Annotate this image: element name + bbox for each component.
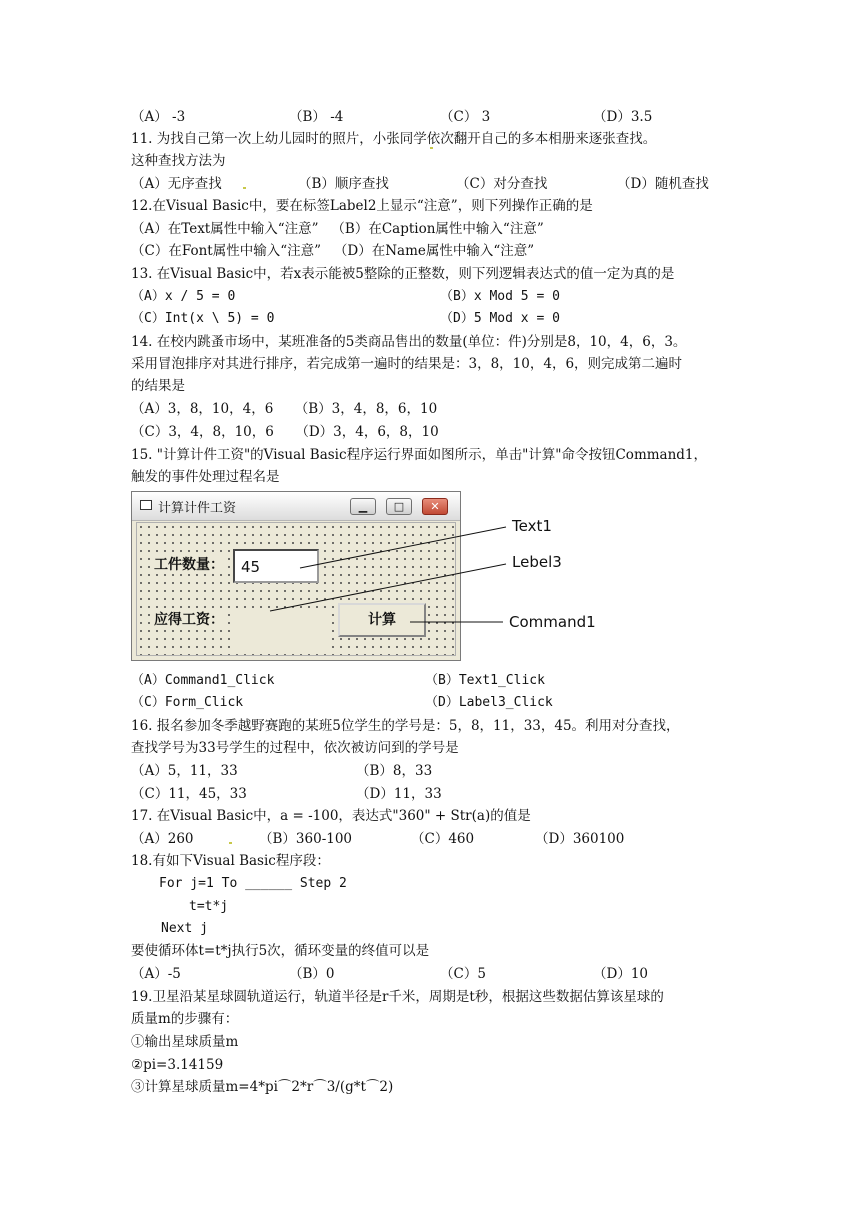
q16-stem-cont: 查找学号为33号学生的过程中，依次被访问到的学号是	[131, 740, 459, 756]
q14-options-cd: （C）3，4，8，10，6 （D）3，4，6，8，10	[131, 424, 439, 440]
q10-option-b: （B） -4	[289, 109, 344, 125]
command1-button[interactable]: 计算	[338, 603, 426, 637]
q11-option-a: （A）无序查找	[131, 176, 222, 192]
q13-option-c: （C）Int(x \ 5) = 0	[131, 311, 275, 326]
q11-stem: 11. 为找自己第一次上幼儿园时的照片，小张同学依次翻开自己的多本相册来逐张查找。	[131, 131, 657, 147]
q15-option-a: （A）Command1_Click	[131, 673, 275, 688]
q18-option-a: （A）-5	[131, 966, 181, 982]
q16-stem: 16. 报名参加冬季越野赛跑的某班5位学生的学号是：5，8，11，33，45。利用对分查找，	[131, 718, 680, 734]
q19-stem-cont: 质量m的步骤有：	[131, 1011, 239, 1027]
q18-option-c: （C）5	[440, 966, 486, 982]
q10-option-d: （D）3.5	[593, 109, 653, 125]
q15-option-d: （D）Label3_Click	[425, 695, 553, 710]
q10-option-a: （A） -3	[131, 109, 186, 125]
q14-stem-cont: 采用冒泡排序对其进行排序，若完成第一遍时的结果是：3，8，10，4，6，则完成第二遍时	[131, 356, 683, 372]
close-icon[interactable]: ✕	[422, 498, 448, 515]
callout-command1: Command1	[509, 613, 596, 631]
q14-options-ab: （A）3，8，10，4，6 （B）3，4，8，6，10	[131, 401, 438, 417]
q14-stem-cont: 的结果是	[131, 378, 185, 394]
q13-option-d: （D）5 Mod x = 0	[440, 311, 560, 326]
q15-stem: 15. "计算计件工资"的Visual Basic程序运行界面如图所示，单击"计算"命令按钮Command1，	[131, 447, 708, 463]
scan-mark	[243, 187, 246, 189]
q11-stem-cont: 这种查找方法为	[131, 153, 226, 169]
q18-option-d: （D）10	[593, 966, 649, 982]
q11-option-c: （C）对分查找	[456, 176, 548, 192]
callout-text1: Text1	[512, 517, 552, 535]
q16-option-a: （A）5，11，33	[131, 763, 238, 779]
q17-option-c: （C）460	[411, 831, 475, 847]
q18-question: 要使循环体t=t*j执行5次，循环变量的终值可以是	[131, 943, 430, 959]
q13-option-b: （B）x Mod 5 = 0	[440, 289, 560, 304]
q17-option-d: （D）360100	[535, 831, 625, 847]
q19-stem: 19.卫星沿某星球圆轨道运行，轨道半径是r千米，周期是t秒，根据这些数据估算该星球的	[131, 989, 664, 1005]
q18-stem: 18.有如下Visual Basic程序段：	[131, 853, 330, 869]
code-line-next: Next j	[161, 921, 208, 936]
scan-mark	[229, 842, 232, 844]
label-pay: 应得工资：	[152, 609, 226, 629]
q15-option-b: （B）Text1_Click	[425, 673, 545, 688]
window-title: 计算计件工资	[158, 501, 237, 516]
code-line-for: For j=1 To ______ Step 2	[159, 876, 347, 891]
maximize-icon[interactable]: □	[386, 498, 412, 515]
q15-option-c: （C）Form_Click	[131, 695, 244, 710]
q18-option-b: （B）0	[289, 966, 335, 982]
callout-label3: Lebel3	[512, 553, 562, 571]
q17-option-a: （A）260	[131, 831, 194, 847]
q19-step-1: ①输出星球质量m	[131, 1034, 239, 1050]
q11-option-b: （B）顺序查找	[298, 176, 389, 192]
q17-stem: 17. 在Visual Basic中，a = -100，表达式"360" + Str(a)的值是	[131, 808, 531, 824]
text1-input[interactable]: 45	[233, 549, 319, 583]
q12-options-ab: （A）在Text属性中输入“注意” （B）在Caption属性中输入“注意”	[131, 221, 544, 237]
q16-option-d: （D）11，33	[356, 786, 442, 802]
label-quantity: 工件数量：	[152, 554, 226, 574]
label3-output	[230, 612, 326, 650]
vb-form-figure	[131, 491, 461, 661]
q10-option-c: （C） 3	[440, 109, 491, 125]
q19-step-3: ③计算星球质量m=4*pi⌒2*r⌒3/(g*t⌒2)	[131, 1079, 394, 1095]
q15-stem-cont: 触发的事件处理过程名是	[131, 469, 280, 485]
q16-option-c: （C）11，45，33	[131, 786, 247, 802]
q17-option-b: （B）360-100	[259, 831, 353, 847]
q16-option-b: （B）8，33	[356, 763, 433, 779]
q12-options-cd: （C）在Font属性中输入“注意” （D）在Name属性中输入“注意”	[131, 243, 535, 259]
q13-stem: 13. 在Visual Basic中，若x表示能被5整除的正整数，则下列逻辑表达式的值一定为真的是	[131, 266, 675, 282]
q11-option-d: （D）随机查找	[617, 176, 709, 192]
window-titlebar	[132, 492, 460, 521]
minimize-icon[interactable]: ▁	[350, 498, 376, 515]
q13-option-a: （A）x / 5 = 0	[131, 289, 236, 304]
scan-mark	[430, 147, 433, 149]
form-icon	[140, 500, 152, 510]
q19-step-2: ②pi=3.14159	[131, 1057, 224, 1073]
q12-stem: 12.在Visual Basic中，要在标签Label2上显示“注意”，则下列操作正确的是	[131, 198, 593, 214]
q14-stem: 14. 在校内跳蚤市场中，某班准备的5类商品售出的数量(单位：件)分别是8，10，4，6，3。	[131, 334, 687, 350]
code-line-body: t=t*j	[189, 899, 229, 914]
